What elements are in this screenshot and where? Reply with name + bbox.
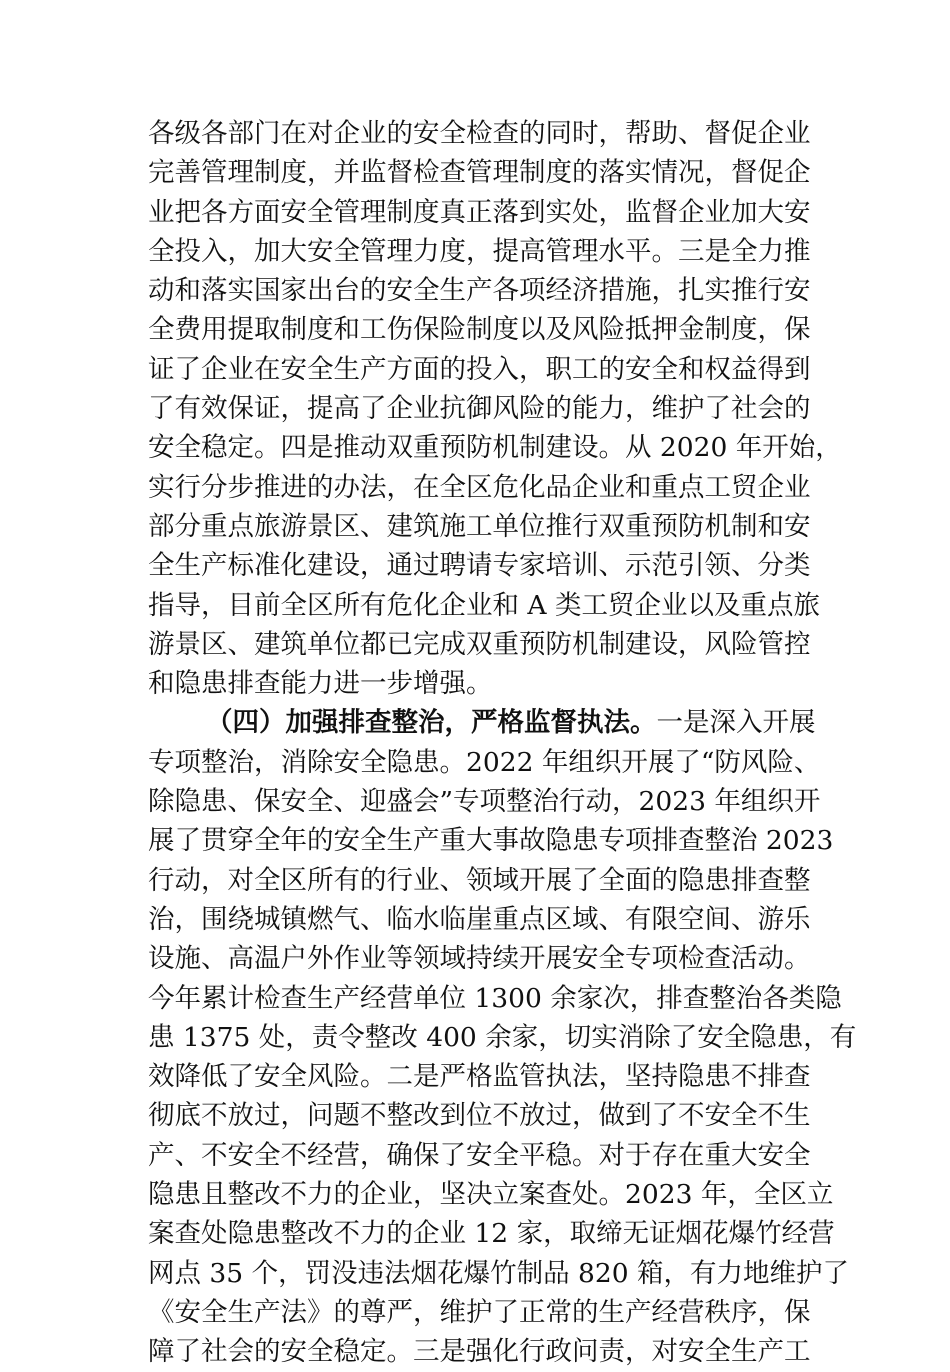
paragraph-2 <box>148 703 857 1371</box>
text-line: 今年累计检查生产经营单位 1300 余家次，排查整治各类隐 <box>148 982 842 1014</box>
paragraph-1 <box>148 114 842 703</box>
text-line: 了有效保证，提高了企业抗御风险的能力，维护了社会的 <box>148 393 811 425</box>
text-line: 业把各方面安全管理制度真正落到实处，监督企业加大安 <box>148 196 811 228</box>
paragraph-2-first-line <box>148 703 816 742</box>
text-line: 案查处隐患整改不力的企业 12 家，取缔无证烟花爆竹经营 <box>148 1218 835 1250</box>
text-line: 隐患且整改不力的企业，坚决立案查处。2023 年，全区立 <box>148 1179 834 1211</box>
text-line: 各级各部门在对企业的安全检查的同时，帮助、督促企业 <box>148 118 811 149</box>
text-line: 全生产标准化建设，通过聘请专家培训、示范引领、分类 <box>148 550 811 582</box>
text-span: 一是深入开展 <box>656 707 816 739</box>
text-line: 设施、高温户外作业等领域持续开展安全专项检查活动。 <box>148 943 811 975</box>
text-line: 证了企业在安全生产方面的投入，职工的安全和权益得到 <box>148 353 811 385</box>
text-line: 和隐患排查能力进一步增强。 <box>148 668 493 700</box>
text-line: 实行分步推进的办法，在全区危化品企业和重点工贸企业 <box>148 471 811 503</box>
text-line: 《安全生产法》的尊严，维护了正常的生产经营秩序，保 <box>148 1296 811 1328</box>
text-line: 除隐患、保安全、迎盛会”专项整治行动，2023 年组织开 <box>148 786 821 818</box>
text-line: 行动，对全区所有的行业、领域开展了全面的隐患排查整 <box>148 864 811 896</box>
document-body <box>148 114 857 1372</box>
text-line: 全投入，加大安全管理力度，提高管理水平。三是全力推 <box>148 235 811 267</box>
text-line: 治，围绕城镇燃气、临水临崖重点区域、有限空间、游乐 <box>148 903 811 935</box>
text-line: 障了社会的安全稳定。三是强化行政问责，对安全生产工 <box>148 1336 811 1368</box>
text-line: 完善管理制度，并监督检查管理制度的落实情况，督促企 <box>148 157 811 189</box>
text-line: 指导，目前全区所有危化企业和 A 类工贸企业以及重点旅 <box>148 589 820 621</box>
text-line: 全费用提取制度和工伤保险制度以及风险抵押金制度，保 <box>148 314 811 346</box>
text-line: 彻底不放过，问题不整改到位不放过，做到了不安全不生 <box>148 1100 811 1132</box>
text-line: 动和落实国家出台的安全生产各项经济措施，扎实推行安 <box>148 275 811 307</box>
text-line: 专项整治，消除安全隐患。2022 年组织开展了“防风险、 <box>148 746 821 778</box>
text-line: 网点 35 个，罚没违法烟花爆竹制品 820 箱，有力地维护了 <box>148 1257 849 1289</box>
text-line: 部分重点旅游景区、建筑施工单位推行双重预防机制和安 <box>148 510 811 542</box>
section-heading: （四）加强排查整治，严格监督执法。 <box>206 707 657 739</box>
text-line: 安全稳定。四是推动双重预防机制建设。从 2020 年开始， <box>148 432 842 464</box>
text-line: 患 1375 处，责令整改 400 余家，切实消除了安全隐患，有 <box>148 1021 857 1053</box>
text-line: 展了贯穿全年的安全生产重大事故隐患专项排查整治 2023 <box>148 825 834 857</box>
text-line: 产、不安全不经营，确保了安全平稳。对于存在重大安全 <box>148 1139 811 1171</box>
text-line: 效降低了安全风险。二是严格监管执法，坚持隐患不排查 <box>148 1061 811 1093</box>
text-line: 游景区、建筑单位都已完成双重预防机制建设，风险管控 <box>148 628 811 660</box>
